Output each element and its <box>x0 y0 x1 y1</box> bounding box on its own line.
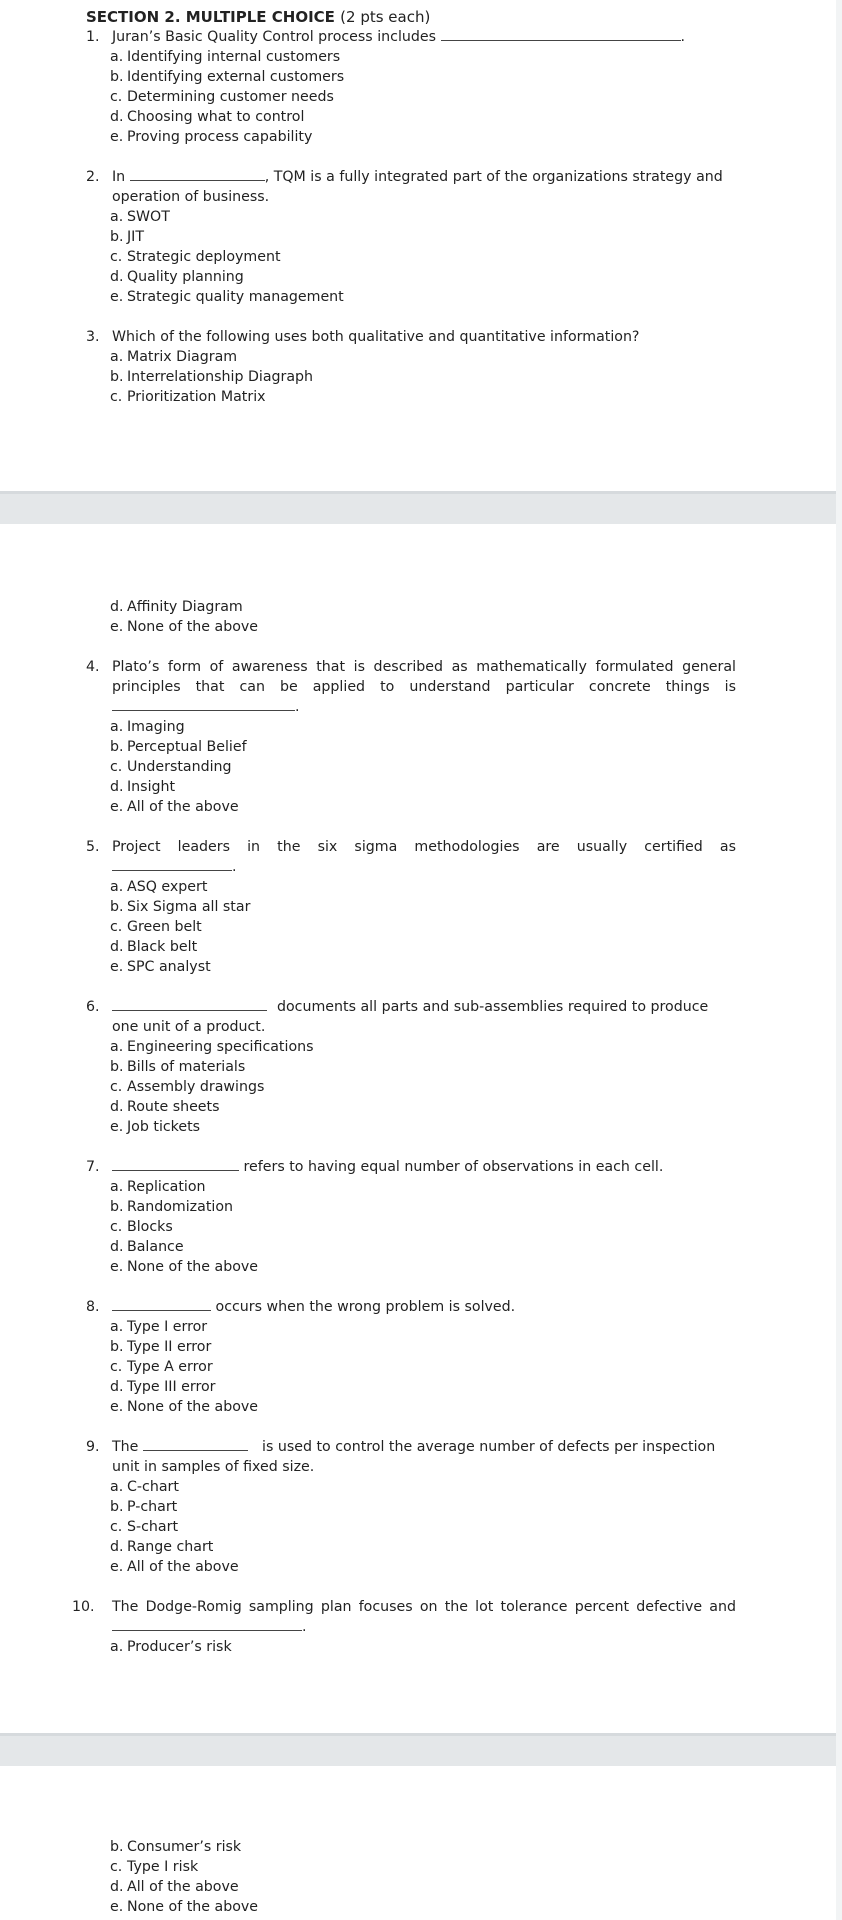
question-7-text: refers to having equal number of observations in each cell. <box>112 1157 663 1177</box>
question-number: 1. <box>86 29 100 45</box>
option: e. Strategic quality management <box>110 289 344 305</box>
option: b. Identifying external customers <box>110 69 345 85</box>
option: d. Quality planning <box>110 269 244 285</box>
option: d. Route sheets <box>110 1099 220 1115</box>
option: e. None of the above <box>110 619 259 635</box>
option: d. Balance <box>110 1239 184 1255</box>
option: e. Job tickets <box>110 1119 201 1135</box>
question-4-text: Plato’s form of awareness that is described as mathematically formulated general <box>112 659 736 675</box>
option: a. Type I error <box>110 1319 208 1335</box>
option: d. Type III error <box>110 1379 216 1395</box>
question-number: 6. <box>86 999 100 1015</box>
page-shadow <box>0 1733 842 1736</box>
option: c. Type I risk <box>110 1859 199 1875</box>
option: a. Replication <box>110 1179 206 1195</box>
question-number: 3. <box>86 329 100 345</box>
answer-blank <box>112 997 267 1011</box>
option: b. Consumer’s risk <box>110 1839 242 1855</box>
answer-blank <box>441 27 681 41</box>
question-number: 7. <box>86 1159 100 1175</box>
question-number: 2. <box>86 169 100 185</box>
answer-blank <box>143 1437 248 1451</box>
option: e. None of the above <box>110 1899 259 1915</box>
option: b. Perceptual Belief <box>110 739 247 755</box>
option: d. Black belt <box>110 939 198 955</box>
question-number: 10. <box>72 1599 95 1615</box>
option: c. S-chart <box>110 1519 179 1535</box>
option: e. All of the above <box>110 799 239 815</box>
option: e. None of the above <box>110 1399 259 1415</box>
section-title: SECTION 2. MULTIPLE CHOICE (2 pts each) <box>86 8 431 26</box>
option: a. Matrix Diagram <box>110 349 238 365</box>
question-8-text: occurs when the wrong problem is solved. <box>112 1297 515 1317</box>
answer-blank <box>112 1157 239 1171</box>
option: b. Six Sigma all star <box>110 899 251 915</box>
option: a. Identifying internal customers <box>110 49 341 65</box>
option: b. Interrelationship Diagraph <box>110 369 314 385</box>
option: a. ASQ expert <box>110 879 208 895</box>
answer-blank <box>112 1297 211 1311</box>
option: b. P-chart <box>110 1499 178 1515</box>
question-10-blank-line: . <box>112 1617 307 1637</box>
question-number: 4. <box>86 659 100 675</box>
question-5-blank-line: . <box>112 857 237 877</box>
option: c. Assembly drawings <box>110 1079 265 1095</box>
option: c. Type A error <box>110 1359 213 1375</box>
option: c. Green belt <box>110 919 202 935</box>
question-6-text <box>112 997 267 1017</box>
question-6-text-cont: one unit of a product. <box>112 1019 266 1035</box>
question-10-text: The Dodge-Romig sampling plan focuses on the lot tolerance percent defective and <box>112 1599 736 1615</box>
option: a. Engineering specifications <box>110 1039 314 1055</box>
answer-blank <box>130 167 265 181</box>
option: a. SWOT <box>110 209 170 225</box>
option: a. Imaging <box>110 719 185 735</box>
answer-blank <box>112 697 295 711</box>
option: b. Bills of materials <box>110 1059 246 1075</box>
option: d. All of the above <box>110 1879 239 1895</box>
option: b. JIT <box>110 229 145 245</box>
option: b. Randomization <box>110 1199 233 1215</box>
question-number: 5. <box>86 839 100 855</box>
question-5-text: Project leaders in the six sigma methodologies are usually certified as <box>112 839 736 855</box>
option: d. Choosing what to control <box>110 109 305 125</box>
option: e. SPC analyst <box>110 959 211 975</box>
question-number: 9. <box>86 1439 100 1455</box>
question-9-text-cont: unit in samples of fixed size. <box>112 1459 315 1475</box>
answer-blank <box>112 1617 302 1631</box>
question-4-text-cont: principles that can be applied to understand particular concrete things is <box>112 679 736 695</box>
option: c. Understanding <box>110 759 232 775</box>
page-shadow <box>0 491 842 494</box>
section-points: (2 pts each) <box>340 8 431 26</box>
option: e. None of the above <box>110 1259 259 1275</box>
page-gap-1 <box>0 491 842 524</box>
question-9-text: The <box>112 1437 248 1457</box>
option: e. Proving process capability <box>110 129 313 145</box>
option: d. Affinity Diagram <box>110 599 243 615</box>
question-number: 8. <box>86 1299 100 1315</box>
question-1-text: Juran’s Basic Quality Control process includes . <box>112 29 686 45</box>
page-gap-2 <box>0 1733 842 1766</box>
option: c. Prioritization Matrix <box>110 389 266 405</box>
option: a. Producer’s risk <box>110 1639 232 1655</box>
scroll-edge <box>836 0 842 1920</box>
option: c. Blocks <box>110 1219 173 1235</box>
answer-blank <box>112 857 232 871</box>
option: c. Strategic deployment <box>110 249 281 265</box>
question-2-text: In , TQM is a fully integrated part of the organizations strategy and <box>112 169 723 185</box>
option: a. C-chart <box>110 1479 179 1495</box>
option: d. Range chart <box>110 1539 214 1555</box>
option: e. All of the above <box>110 1559 239 1575</box>
option: d. Insight <box>110 779 176 795</box>
question-2-text-cont: operation of business. <box>112 189 270 205</box>
question-6-text-post: documents all parts and sub-assemblies required to produce <box>277 999 709 1015</box>
question-4-blank-line: . <box>112 697 300 717</box>
question-9-text-post: is used to control the average number of defects per inspection <box>262 1439 716 1455</box>
option: c. Determining customer needs <box>110 89 334 105</box>
question-3-text: Which of the following uses both qualitative and quantitative information? <box>112 329 640 345</box>
option: b. Type II error <box>110 1339 212 1355</box>
